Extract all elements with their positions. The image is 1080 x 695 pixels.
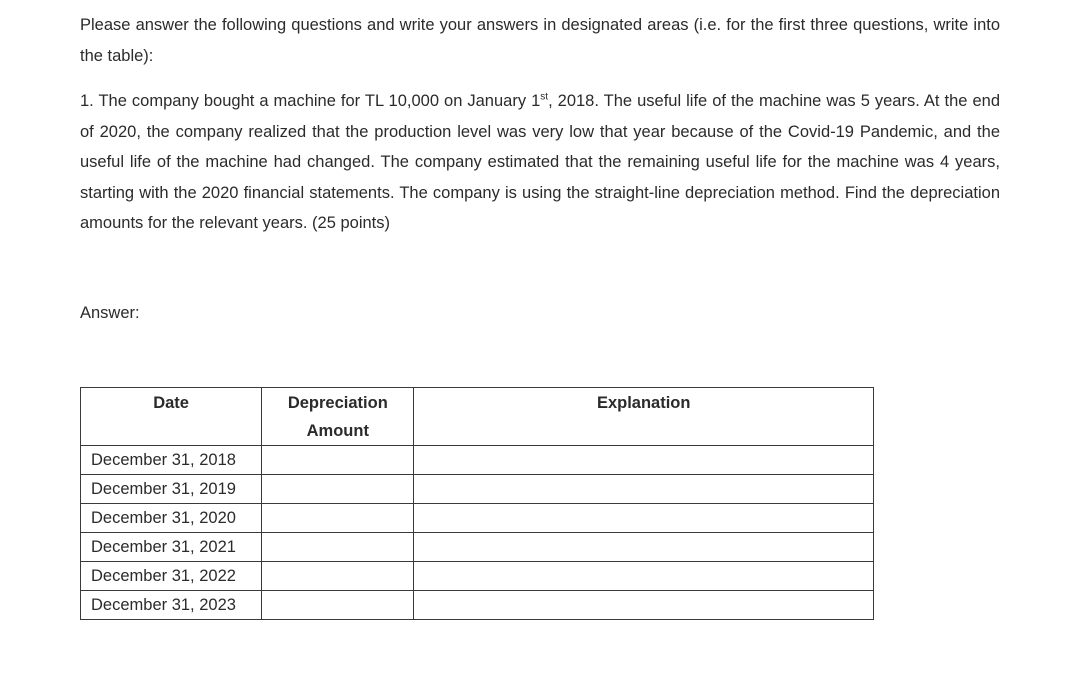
table-header-row: [81, 388, 874, 446]
date-cell: December 31, 2020: [81, 504, 262, 533]
explanation-cell[interactable]: [414, 591, 874, 620]
explanation-cell[interactable]: [414, 562, 874, 591]
header-amount-line-1: Depreciation: [287, 394, 388, 412]
explanation-cell[interactable]: [414, 446, 874, 475]
table-row: [81, 591, 874, 620]
date-cell: December 31, 2018: [81, 446, 262, 475]
explanation-cell[interactable]: [414, 475, 874, 504]
amount-cell[interactable]: [262, 475, 414, 504]
header-depreciation-amount: [262, 388, 414, 446]
date-cell: December 31, 2021: [81, 533, 262, 562]
table-row: [81, 504, 874, 533]
instructions-text: Please answer the following questions and write your answers in designated areas (i.e. for the first three questions, write into the table):: [80, 16, 1000, 65]
question-1-text: [80, 86, 1000, 239]
amount-cell[interactable]: [262, 504, 414, 533]
table-row: [81, 533, 874, 562]
amount-cell[interactable]: [262, 446, 414, 475]
amount-cell[interactable]: [262, 562, 414, 591]
date-cell: December 31, 2022: [81, 562, 262, 591]
table-row: [81, 446, 874, 475]
explanation-cell[interactable]: [414, 533, 874, 562]
header-explanation: Explanation: [414, 388, 874, 446]
ordinal-suffix: st: [540, 91, 549, 103]
explanation-cell[interactable]: [414, 504, 874, 533]
answer-table: [80, 387, 874, 620]
table-row: [81, 562, 874, 591]
date-cell: December 31, 2023: [81, 591, 262, 620]
date-cell: December 31, 2019: [81, 475, 262, 504]
amount-cell[interactable]: [262, 591, 414, 620]
header-date: Date: [81, 388, 262, 446]
answer-label: Answer:: [80, 304, 140, 322]
question-1-part-b: , 2018. The useful life of the machine was 5 years. At the end of 2020, the company realized that the production level was very low that year because of the Covid-19 Pandemic, and the useful life of the machine had changed. The company estimated that the remaining useful life for the machine was 4 years, starting with the 2020 financial statements. The company is using the straight-line depreciation method. Find the depreciation amounts for the relevant years. (25 points): [80, 92, 1000, 232]
header-amount-line-2: Amount: [306, 422, 369, 440]
table-row: [81, 475, 874, 504]
amount-cell[interactable]: [262, 533, 414, 562]
question-1-part-a: 1. The company bought a machine for TL 10,000 on January 1: [80, 92, 541, 110]
